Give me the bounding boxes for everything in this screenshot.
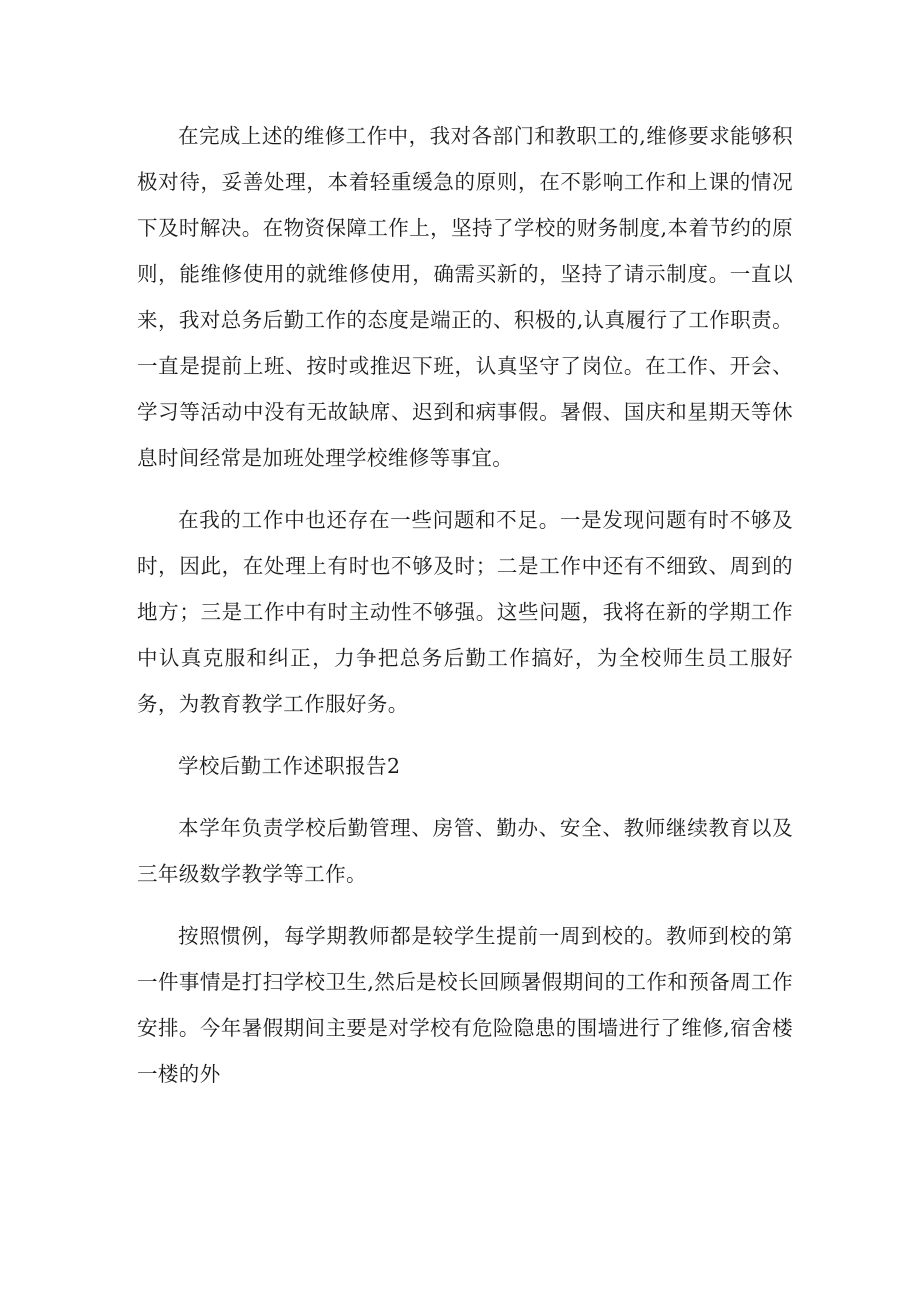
paragraph-shortcomings: 在我的工作中也还存在一些问题和不足。一是发现问题有时不够及时，因此，在处理上有时也不够及时；二是工作中还有不细致、周到的地方；三是工作中有时主动性不够强。这些问题，我将在新的学期工作中认真克服和纠正，力争把总务后勤工作搞好，为全校师生员工服好务，为教育教学工作服好务。	[137, 508, 793, 716]
document-body	[137, 113, 793, 1113]
paragraph-maintenance-summary: 在完成上述的维修工作中，我对各部门和教职工的,维修要求能够积极对待，妥善处理，本着轻重缓急的原则，在不影响工作和上课的情况下及时解决。在物资保障工作上，坚持了学校的财务制度,本着节约的原则，能维修使用的就维修使用，确需买新的，坚持了请示制度。一直以来，我对总务后勤工作的态度是端正的、积极的,认真履行了工作职责。一直是提前上班、按时或推迟下班，认真坚守了岗位。在工作、开会、学习等活动中没有无故缺席、迟到和病事假。暑假、国庆和星期天等休息时间经常是加班处理学校维修等事宜。	[137, 124, 793, 470]
paragraph-school-start: 按照惯例，每学期教师都是较学生提前一周到校的。教师到校的第一件事情是打扫学校卫生,然后是校长回顾暑假期间的工作和预备周工作安排。今年暑假期间主要是对学校有危险隐患的围墙进行了维修,宿舍楼一楼的外	[137, 924, 793, 1086]
section-title: 学校后勤工作述职报告2	[178, 754, 401, 778]
paragraph-responsibilities: 本学年负责学校后勤管理、房管、勤办、安全、教师继续教育以及三年级数学教学等工作。	[137, 816, 793, 886]
